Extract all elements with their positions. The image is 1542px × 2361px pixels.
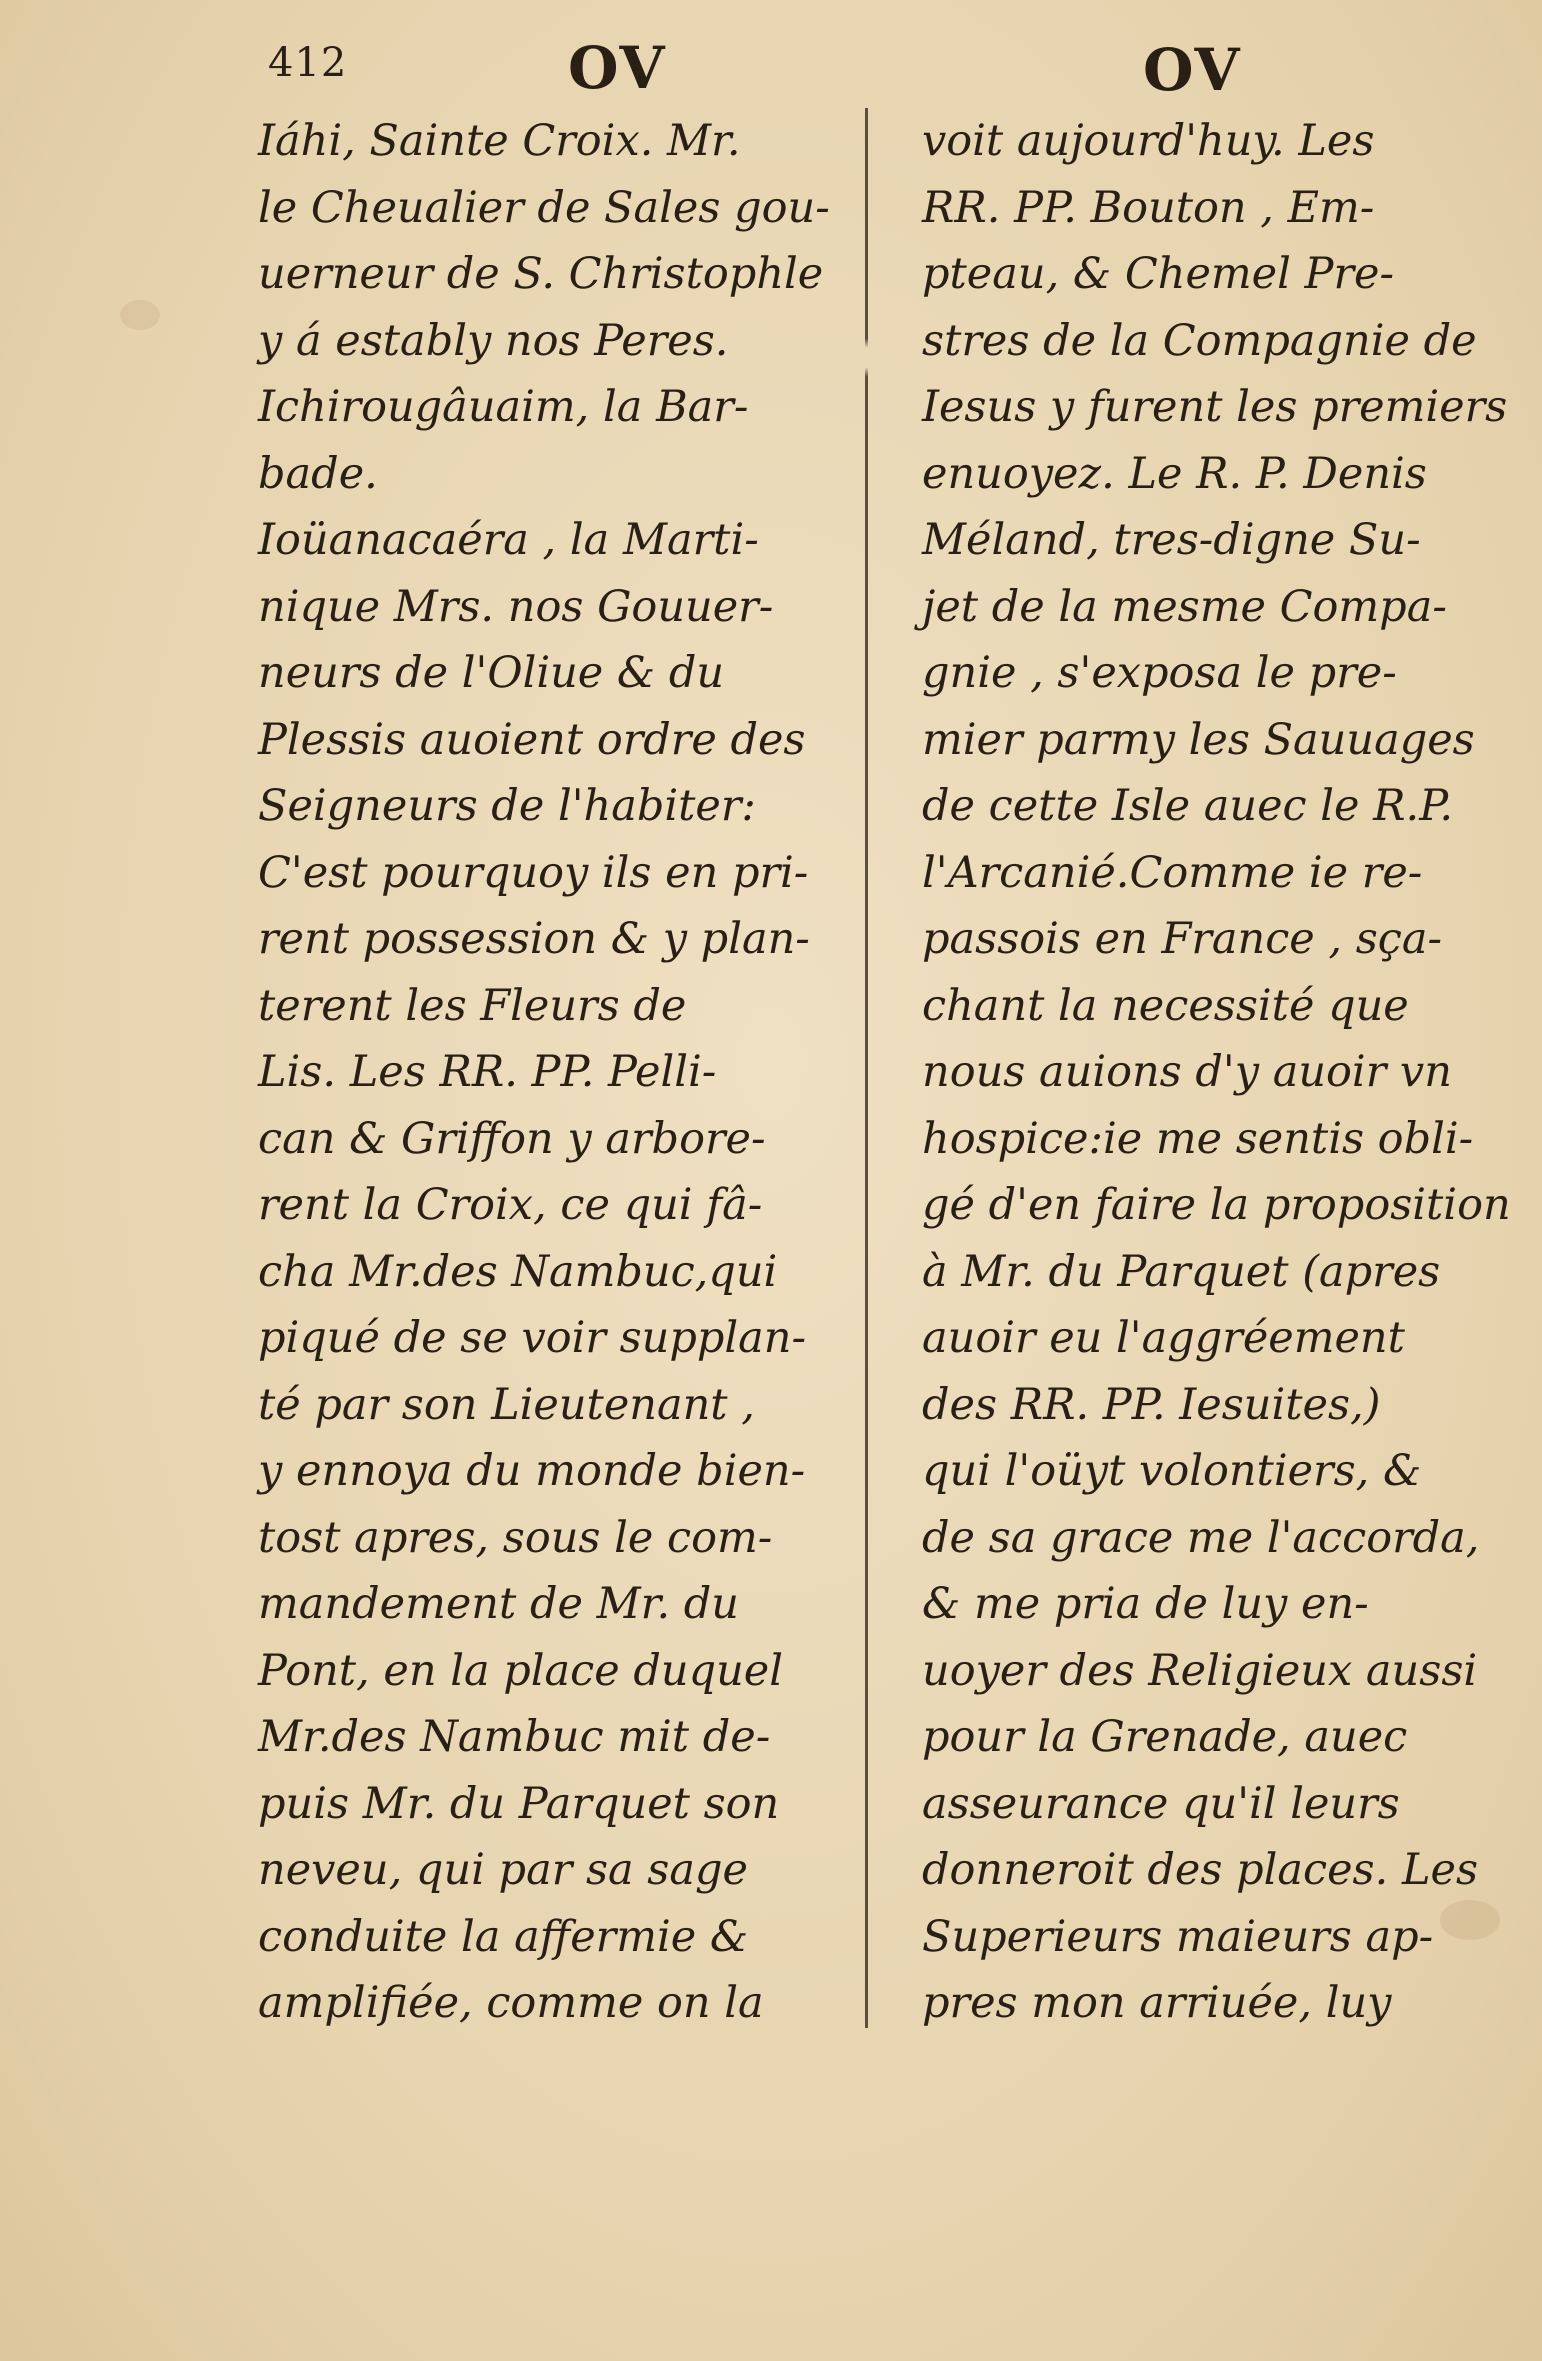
text-line: nique Mrs. nos Gouuer- [258,581,774,632]
text-line: voit aujourd'huy. Les [922,116,1375,166]
text-line: can & Griffon y arbore- [258,1113,766,1164]
text-line: asseurance qu'il leurs [922,1778,1400,1829]
text-line: y á estably nos Peres. [258,315,729,366]
text-line: auoir eu l'aggréement [922,1313,1405,1363]
text-line: mier parmy les Sauuages [922,714,1475,765]
text-line: uerneur de S. Christophle [258,249,824,299]
text-line: tost apres, sous le com- [258,1512,773,1563]
text-line: chant la necessité que [922,980,1409,1031]
text-line: Lis. Les RR. PP. Pelli- [258,1047,717,1097]
text-line: qui l'oüyt volontiers, & [922,1446,1422,1496]
text-line: Iáhi, Sainte Croix. Mr. [258,116,741,166]
text-line: C'est pourquoy ils en pri- [258,847,809,898]
text-line: & me pria de luy en- [922,1579,1369,1629]
text-line: té par son Lieutenant , [258,1379,755,1430]
foxing-spot [120,300,160,330]
text-line: jet de la mesme Compa- [922,581,1447,632]
text-line: puis Mr. du Parquet son [258,1778,780,1829]
text-line: gé d'en faire la proposition [922,1180,1511,1230]
text-line: Seigneurs de l'habiter: [258,781,756,831]
text-line: Mr.des Nambuc mit de- [258,1712,771,1762]
text-line: amplifiée, comme on la [258,1978,764,2028]
text-line: des RR. PP. Iesuites,) [922,1379,1381,1430]
text-line: passois en France , sça- [922,914,1443,964]
running-header [258,30,1468,110]
text-line: le Cheualier de Sales gou- [258,182,830,233]
column-divider [865,108,868,2028]
text-line: mandement de Mr. du [258,1579,739,1629]
left-column-heading: OV [568,34,667,102]
text-line: pres mon arriuée, luy [922,1978,1392,2028]
text-line: Iesus y furent les premiers [922,382,1508,432]
text-line: conduite la affermie & [258,1911,749,1962]
page-number: 412 [268,40,348,86]
text-line: RR. PP. Bouton , Em- [922,182,1375,233]
text-line: rent possession & y plan- [258,914,810,964]
text-line: uoyer des Religieux aussi [922,1645,1478,1696]
text-line: bade. [258,448,378,499]
text-line: de cette Isle auec le R.P. [922,781,1454,831]
text-line: neurs de l'Oliue & du [258,648,725,698]
text-line: nous auions d'y auoir vn [922,1047,1452,1097]
text-line: hospice:ie me sentis obli- [922,1113,1474,1164]
text-line: à Mr. du Parquet (apres [922,1246,1441,1297]
text-line: rent la Croix, ce qui fâ- [258,1180,763,1230]
text-line: piqué de se voir supplan- [258,1313,807,1363]
right-text-column [922,108,1511,2037]
text-line: Pont, en la place duquel [258,1645,784,1696]
text-line: gnie , s'exposa le pre- [922,648,1397,698]
text-line: cha Mr.des Nambuc,qui [258,1246,778,1297]
text-line: donneroit des places. Les [922,1845,1479,1895]
text-line: l'Arcanié.Comme ie re- [922,847,1423,898]
text-line: Plessis auoient ordre des [258,714,806,765]
text-line: de sa grace me l'accorda, [922,1512,1480,1563]
text-line: Ioüanacaéra , la Marti- [258,515,759,565]
text-line: pour la Grenade, auec [922,1712,1408,1762]
text-line: enuoyez. Le R. P. Denis [922,448,1427,499]
text-line: Ichirougâuaim, la Bar- [258,382,749,432]
text-line: Superieurs maieurs ap- [922,1911,1434,1962]
text-line: stres de la Compagnie de [922,315,1477,366]
right-column-heading: OV [1143,36,1242,104]
left-text-column [258,108,848,2037]
text-line: pteau, & Chemel Pre- [922,249,1395,299]
text-line: y ennoya du monde bien- [258,1446,806,1496]
text-line: terent les Fleurs de [258,980,687,1031]
text-line: Méland, tres-digne Su- [922,515,1421,565]
text-line: neveu, qui par sa sage [258,1845,748,1895]
